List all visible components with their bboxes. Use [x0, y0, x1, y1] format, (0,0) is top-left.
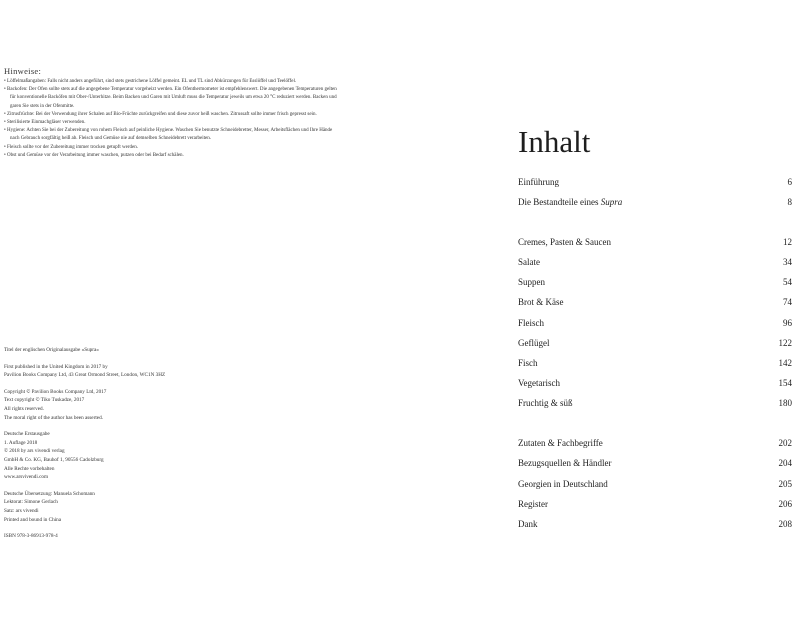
toc-entry[interactable] [518, 499, 792, 513]
imprint-line: Lektorat: Simone Gerlach [4, 499, 58, 506]
imprint-german-edition [4, 430, 304, 482]
imprint-line: © 2018 by ars vivendi verlag [4, 448, 65, 455]
toc-entry[interactable] [518, 519, 792, 533]
toc-entry-page: 142 [778, 358, 792, 368]
hinweise-title: Hinweise: [4, 66, 42, 76]
toc-entry-label: Dank [518, 519, 538, 529]
hinweise-item: • Backofen: Der Ofen sollte stets auf die angegebene Temperatur vorgeheizt werden. Ein Ofenthermometer ist empfehlenswert. Die angegebenen Temperaturen gelten für konventionelle Backöfen mit Ober-/Unterhitze. Beim Backen und Garen mit Umluft muss die Temperatur jeweils um etwa 20 °C reduziert werden. Backen und garen Sie stets in der Ofenmitte. [4, 86, 339, 111]
imprint-copyright [4, 388, 304, 422]
toc-entry-label: Bezugsquellen & Händler [518, 458, 612, 468]
imprint-credits [4, 490, 304, 524]
toc-entry-page: 96 [783, 318, 792, 328]
toc-entry-label: Register [518, 499, 548, 509]
toc-entry-page: 8 [787, 197, 792, 207]
toc-entry-page: 122 [778, 338, 792, 348]
toc-entry-label: Brot & Käse [518, 297, 564, 307]
toc-entry-label: Einführung [518, 177, 559, 187]
hinweise-section [4, 66, 339, 160]
toc-entry-label-text: Die Bestandteile eines [518, 197, 601, 207]
toc-entry[interactable] [518, 297, 792, 311]
toc-entry-page: 202 [778, 438, 792, 448]
hinweise-item: • Zitrusfrüchte: Bei der Verwendung ihrer Schalen auf Bio-Früchte zurückgreifen und diese zuvor heiß waschen. Zitrussaft sollte immer frisch gepresst sein. [4, 111, 339, 119]
toc-entry-page: 54 [783, 277, 792, 287]
toc-entry-label: Vegetarisch [518, 378, 560, 388]
imprint-line: Alle Rechte vorbehalten [4, 465, 55, 472]
hinweise-item: • Hygiene: Achten Sie bei der Zubereitung von rohem Fleisch auf peinliche Hygiene. Waschen Sie benutzte Schneidebretter, Messer, Arbeitsflächen und Ihre Hände nach Gebrauch sorgfältig heiß ab. Fleisch und Gemüse nie auf demselben Schneidebrett verarbeiten. [4, 127, 339, 143]
hinweise-list [4, 78, 339, 160]
toc-entry[interactable] [518, 398, 792, 412]
imprint-line: The moral right of the author has been asserted. [4, 414, 103, 421]
imprint-line: Satz: ars vivendi [4, 507, 39, 514]
toc-entry-page: 205 [778, 479, 792, 489]
imprint-line: Copyright © Pavilion Books Company Ltd, 2017 [4, 388, 107, 395]
imprint-line: Printed and bound in China [4, 516, 62, 523]
toc-entry[interactable] [518, 479, 792, 493]
toc-entry[interactable] [518, 358, 792, 372]
right-page [398, 0, 797, 637]
toc-entry-page: 204 [778, 458, 792, 468]
imprint-original-title [4, 346, 304, 355]
toc-entry-label: Geflügel [518, 338, 550, 348]
imprint-line: 1. Auflage 2018 [4, 439, 38, 446]
toc-entry[interactable] [518, 277, 792, 291]
toc-entry-label: Fruchtig & süß [518, 398, 573, 408]
toc-entry-label: Salate [518, 257, 540, 267]
imprint-line: Text copyright © Tiko Tuskadze, 2017 [4, 397, 85, 404]
toc-entry-page: 6 [787, 177, 792, 187]
imprint-line: GmbH & Co. KG, Bauhof 1, 90556 Cadolzburg [4, 456, 104, 463]
toc-entry-page: 34 [783, 257, 792, 267]
left-page [0, 0, 398, 637]
toc-entry-page: 12 [783, 237, 792, 247]
toc-entry[interactable] [518, 378, 792, 392]
hinweise-item: • Obst und Gemüse vor der Verarbeitung immer waschen, putzen oder bei Bedarf schälen. [4, 152, 339, 160]
toc-entry[interactable] [518, 458, 792, 472]
toc-entry[interactable] [518, 197, 792, 211]
imprint-line: All rights reserved. [4, 405, 44, 412]
toc-entry[interactable] [518, 237, 792, 251]
imprint-line: Deutsche Erstausgabe [4, 431, 50, 438]
imprint-section [4, 346, 304, 549]
toc-entry[interactable] [518, 318, 792, 332]
toc-entry-label: Fleisch [518, 318, 544, 328]
imprint-line: Pavilion Books Company Ltd, 43 Great Ormond Street, London, WC1N 3HZ [4, 372, 166, 379]
toc-entry-label: Zutaten & Fachbegriffe [518, 438, 603, 448]
imprint-line: Titel der englischen Originalausgabe »Supra« [4, 347, 99, 353]
toc-entry-page: 180 [778, 398, 792, 408]
toc-entry-label: Fisch [518, 358, 538, 368]
toc-entry[interactable] [518, 177, 792, 191]
imprint-line: www.arsvivendi.com [4, 474, 49, 481]
toc-entry-page: 154 [778, 378, 792, 388]
hinweise-item: • Fleisch sollte vor der Zubereitung immer trocken getupft werden. [4, 144, 339, 152]
imprint-line: Deutsche Übersetzung: Manuela Schomann [4, 490, 95, 497]
toc-entry[interactable] [518, 338, 792, 352]
toc-entry-page: 206 [778, 499, 792, 509]
imprint-isbn [4, 532, 304, 541]
toc-entry-page: 74 [783, 297, 792, 307]
toc-entry[interactable] [518, 257, 792, 271]
toc-entry-label: Cremes, Pasten & Saucen [518, 237, 611, 247]
imprint-first-published [4, 363, 304, 380]
isbn-text: ISBN 978-3-86913-978-4 [4, 533, 58, 540]
toc-entry[interactable] [518, 438, 792, 452]
toc-entry-page: 208 [778, 519, 792, 529]
toc-entry-label: Suppen [518, 277, 545, 287]
imprint-line: First published in the United Kingdom in 2017 by [4, 363, 108, 370]
toc-entry-label [518, 197, 622, 207]
hinweise-item: • Löffelmaßangaben: Falls nicht anders angeführt, sind stets gestrichene Löffel gemeint. EL und TL sind Abkürzungen für Esslöffel und Teelöffel. [4, 78, 339, 86]
toc-entry-label: Georgien in Deutschland [518, 479, 608, 489]
toc-entry-label-italic: Supra [600, 197, 623, 207]
hinweise-item: • Sterilisierte Einmachgläser verwenden. [4, 119, 339, 127]
toc-title: Inhalt [518, 124, 591, 159]
